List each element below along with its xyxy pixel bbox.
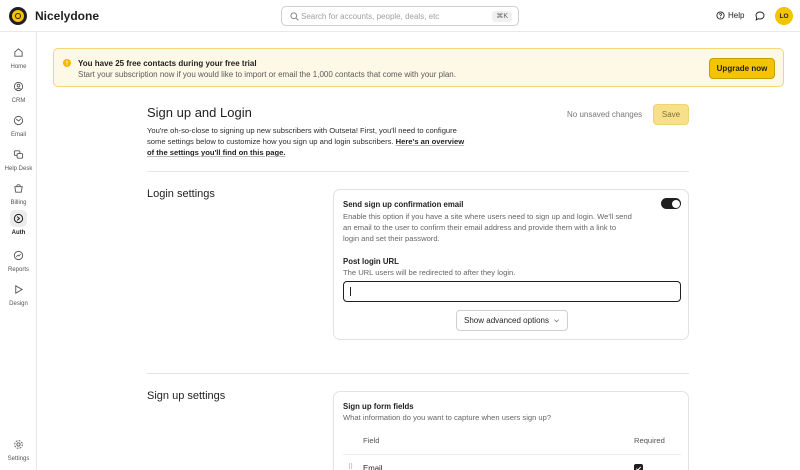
sidebar-item-label: Email: [10, 132, 26, 138]
drag-handle-icon[interactable]: ⠿: [348, 464, 354, 470]
gear-icon: [13, 439, 24, 450]
search-shortcut: ⌘K: [492, 11, 512, 22]
confirm-email-toggle[interactable]: [661, 198, 681, 209]
warning-icon: [63, 59, 71, 67]
upgrade-now-button[interactable]: Upgrade now: [709, 58, 775, 79]
help-button[interactable]: [716, 11, 744, 20]
app-name: Nicelydone: [35, 9, 100, 23]
post-login-url-input[interactable]: [343, 281, 681, 302]
banner-title: You have 25 free contacts during your free trial: [78, 59, 257, 68]
page-description-text: You're oh-so-close to signing up new subscribers with Outseta! First, you'll need to configure some settings below to customize how you sign up and login subscribers.: [147, 126, 457, 146]
sidebar-item-settings[interactable]: [0, 436, 37, 462]
confirm-email-title: Send sign up confirmation email: [343, 200, 464, 209]
billing-icon: [13, 183, 24, 194]
confirm-email-description: Enable this option if you have a site where users need to sign up and login. We'll send an email to the user to confirm their email address and provide them with a link to login and set their password.: [343, 212, 632, 243]
sidebar-item-home[interactable]: [0, 44, 37, 70]
section-divider: [147, 171, 689, 172]
home-icon: [13, 47, 24, 58]
help-label: Help: [728, 11, 745, 20]
page-title: Sign up and Login: [147, 105, 252, 120]
search-icon: [290, 12, 299, 21]
sidebar-nav: [0, 32, 37, 470]
section-divider: [147, 373, 689, 374]
chevron-down-icon: [553, 317, 560, 324]
auth-icon: [13, 213, 24, 224]
login-settings-title: Login settings: [147, 188, 215, 200]
toggle-knob: [672, 200, 680, 208]
sidebar-item-label: CRM: [11, 98, 26, 104]
help-icon: [716, 11, 725, 20]
signup-settings-title: Sign up settings: [147, 390, 226, 402]
show-advanced-options-button[interactable]: [456, 310, 568, 331]
sidebar-item-label: Help Desk: [4, 166, 33, 172]
user-avatar[interactable]: LO: [775, 7, 793, 25]
search-placeholder: Search for accounts, people, deals, etc: [301, 12, 440, 21]
field-name: Email: [363, 464, 383, 470]
overview-link[interactable]: Here's an overview of the settings you'll find on this page.: [147, 137, 465, 157]
sidebar-item-label: Auth: [11, 230, 26, 236]
sidebar-item-label: Reports: [7, 267, 29, 273]
sidebar-item-reports[interactable]: [0, 247, 37, 273]
required-column-header: Required: [634, 436, 665, 445]
design-icon: [13, 284, 24, 295]
sidebar-item-label: Design: [9, 301, 28, 307]
sidebar-item-crm[interactable]: [0, 78, 37, 104]
trial-banner: [53, 48, 784, 87]
crm-icon: [13, 81, 24, 92]
sidebar-item-email[interactable]: [0, 112, 37, 138]
page-description: [147, 125, 465, 158]
field-column-header: Field: [363, 436, 380, 445]
top-bar: [0, 0, 800, 32]
chat-icon[interactable]: [755, 11, 765, 21]
help-desk-icon: [13, 149, 24, 160]
required-checkbox[interactable]: [634, 464, 643, 470]
advanced-options-label: Show advanced options: [464, 316, 549, 325]
sidebar-item-billing[interactable]: [0, 180, 37, 206]
save-button[interactable]: Save: [653, 104, 689, 125]
signup-settings-card: [333, 391, 689, 470]
sidebar-item-auth[interactable]: [0, 210, 37, 236]
reports-icon: [13, 250, 24, 261]
banner-subtitle: Start your subscription now if you would like to import or email the 1,000 contacts that come with your plan.: [78, 70, 456, 79]
post-login-url-description: The URL users will be redirected to after they login.: [343, 268, 516, 277]
text-caret: [350, 287, 351, 296]
login-settings-card: [333, 189, 689, 340]
email-icon: [13, 115, 24, 126]
sidebar-item-help-desk[interactable]: [0, 146, 37, 172]
sidebar-item-label: Home: [10, 64, 27, 70]
signup-fields-title: Sign up form fields: [343, 402, 414, 411]
post-login-url-title: Post login URL: [343, 257, 399, 266]
save-status: No unsaved changes: [567, 110, 643, 119]
signup-fields-description: What information do you want to capture when users sign up?: [343, 413, 552, 422]
app-logo[interactable]: [9, 7, 27, 25]
sidebar-item-design[interactable]: [0, 281, 37, 307]
sidebar-item-label: Settings: [7, 456, 30, 462]
sidebar-item-label: Billing: [10, 200, 27, 206]
check-icon: [635, 465, 642, 470]
table-divider: [343, 454, 681, 455]
global-search[interactable]: [281, 6, 519, 26]
